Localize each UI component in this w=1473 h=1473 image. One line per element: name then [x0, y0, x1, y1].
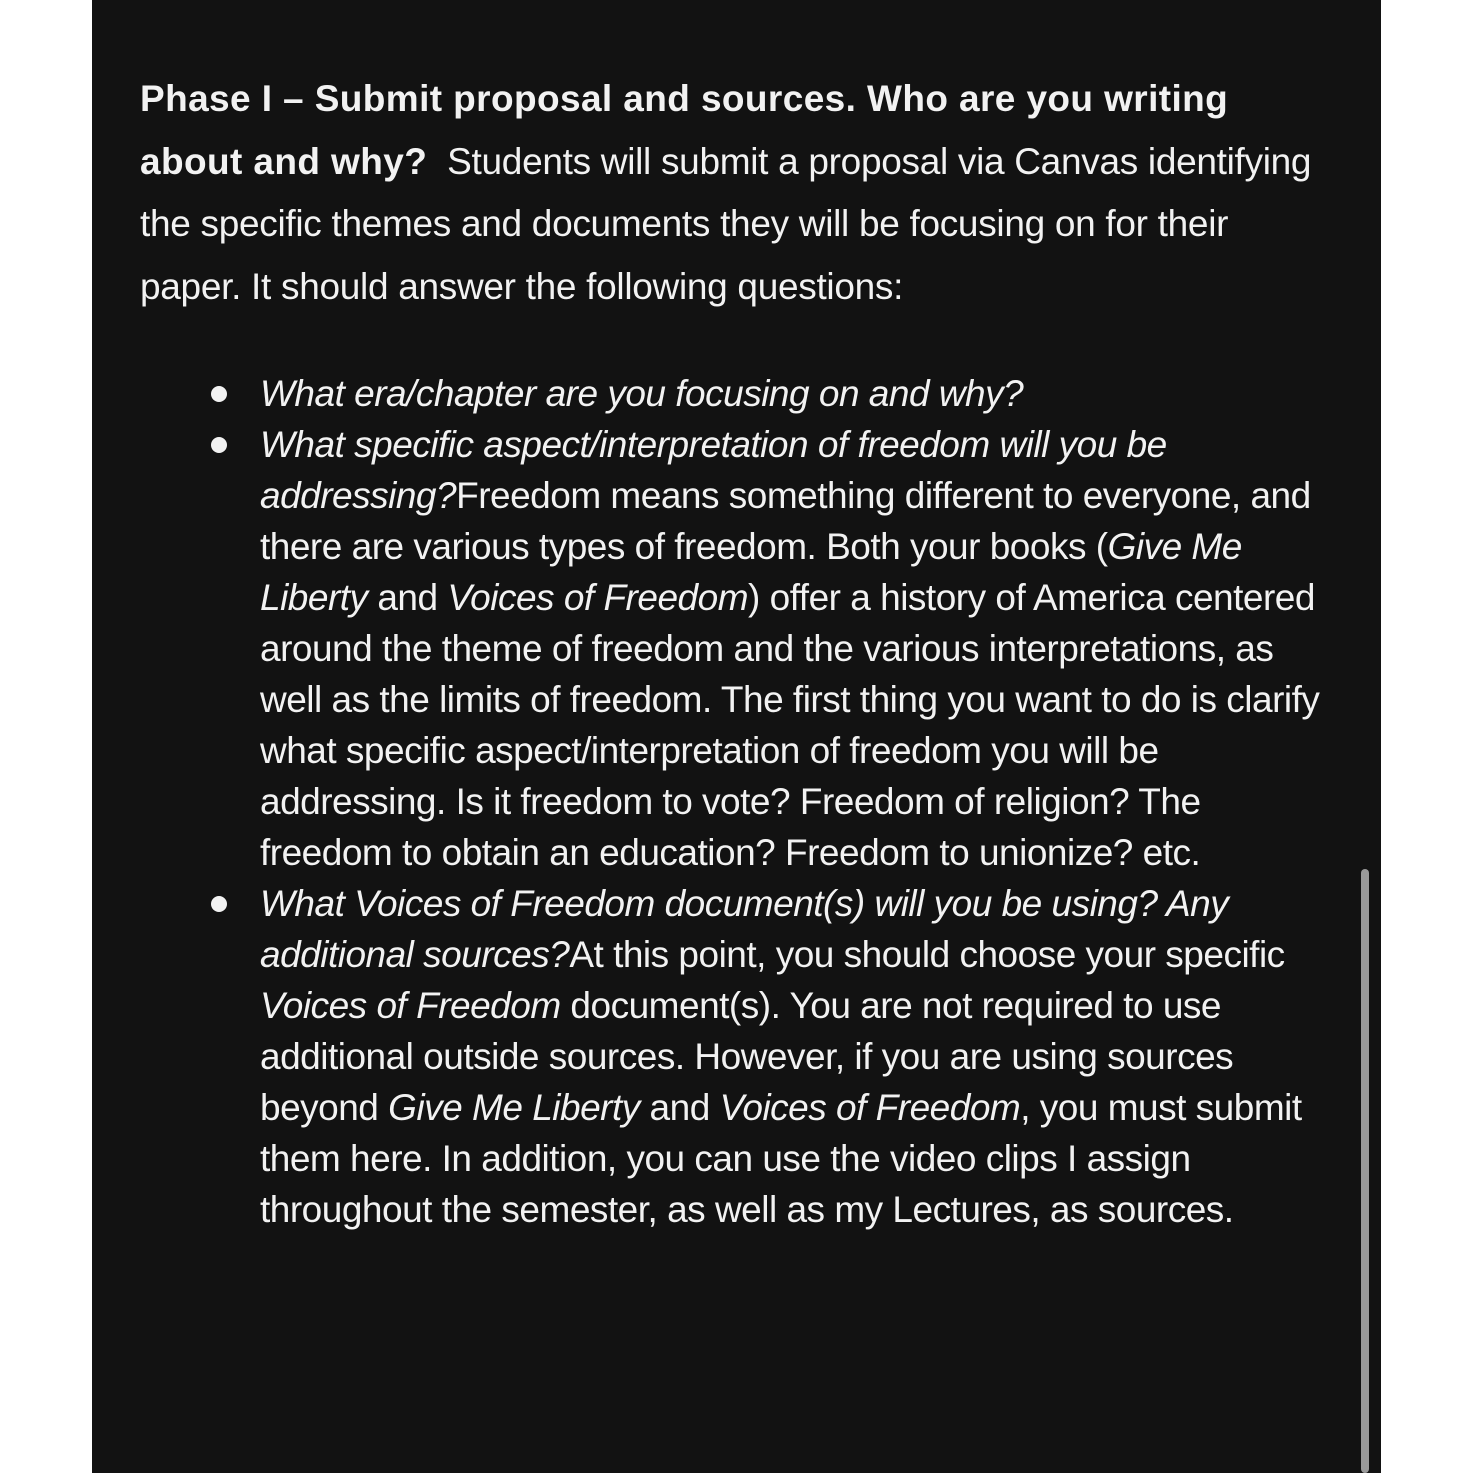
- bullet-icon: [211, 386, 227, 402]
- bullet-icon: [211, 437, 227, 453]
- answer-text: and: [367, 577, 448, 618]
- book-title: Give Me Liberty: [260, 526, 1242, 618]
- book-title: Give Me Liberty: [388, 1087, 640, 1128]
- phase-intro-paragraph: [140, 68, 1320, 318]
- bullet-icon: [211, 896, 227, 912]
- phase-intro-text: Students will submit a proposal via Canvas identifying the specific themes and documents they will be focusing on for their paper. It should answer the following questions:: [140, 140, 1312, 307]
- question-text: What Voices of Freedom document(s) will you be using? Any additional sources?: [260, 883, 1229, 975]
- answer-text: and: [639, 1087, 720, 1128]
- question-list: [140, 368, 1320, 1235]
- phase-heading: Phase I – Submit proposal and sources. Who are you writing about and why?: [140, 78, 1229, 182]
- book-title: Voices of Freedom: [719, 1087, 1021, 1128]
- list-item: [260, 368, 1320, 419]
- answer-text: document(s). You are not required to use additional outside sources. However, if you are using sources beyond: [260, 985, 1234, 1128]
- content-panel: [92, 0, 1381, 1473]
- answer-text: , you must submit them here. In addition, you can use the video clips I assign throughout the semester, as well as my Lectures, as sources.: [260, 1087, 1302, 1230]
- book-title: Voices of Freedom: [260, 985, 561, 1026]
- list-item: [260, 878, 1320, 1235]
- question-text: What specific aspect/interpretation of freedom will you be addressing?: [260, 424, 1167, 516]
- assignment-content: [140, 68, 1320, 1235]
- answer-text: At this point, you should choose your specific: [569, 934, 1285, 975]
- question-text: What era/chapter are you focusing on and why?: [260, 373, 1024, 414]
- answer-text: ) offer a history of America centered around the theme of freedom and the various interpretations, as well as the limits of freedom. The first thing you want to do is clarify what specific aspect/interpretation of freedom you will be addressing. Is it freedom to vote? Freedom of religion? The freedom to obtain an education? Freedom to unionize? etc.: [260, 577, 1320, 873]
- book-title: Voices of Freedom: [447, 577, 749, 618]
- list-item: [260, 419, 1320, 878]
- scrollbar[interactable]: [1361, 0, 1369, 1473]
- answer-text: Freedom means something different to everyone, and there are various types of freedom. Both your books (: [260, 475, 1311, 567]
- scrollbar-thumb[interactable]: [1361, 869, 1369, 1473]
